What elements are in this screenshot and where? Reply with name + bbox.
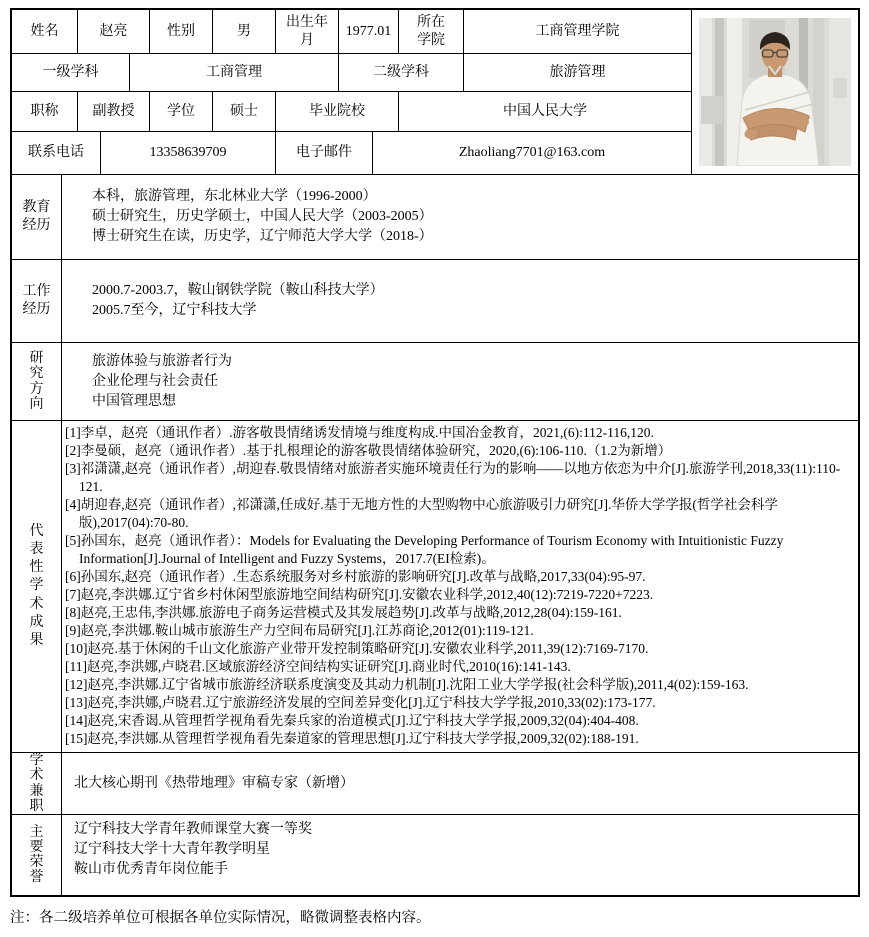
list-item: 北大核心期刊《热带地理》审稿专家（新增） [74,775,354,791]
email-label: 电子邮件 [276,132,373,174]
section-work [12,260,858,343]
list-item: [9]赵亮,李洪娜.鞍山城市旅游生产力空间布局研究[J].江苏商论,2012(01):119-121. [65,623,534,638]
birth-label [276,10,339,53]
list-item: [2]李曼硕，赵亮（通讯作者）.基于扎根理论的游客敬畏情绪体验研究，2020,(6):106-110.（1.2为新增） [65,443,672,458]
discipline2-label: 二级学科 [339,54,464,91]
school-label: 毕业院校 [276,92,399,131]
school-value: 中国人民大学 [503,103,587,119]
list-item: 企业伦理与社会责任 [92,373,218,389]
section-research [12,343,858,421]
title-value: 副教授 [78,92,150,131]
list-item: [1]李卓，赵亮（通讯作者）.游客敬畏情绪诱发情境与维度构成.中国冶金教育，2021,(6):112-116,120. [65,425,654,440]
list-item: 硕士研究生，历史学硕士，中国人民大学（2003-2005） [92,209,433,224]
academic-service-content [62,753,858,814]
list-item: 中国管理思想 [92,393,176,409]
list-item: [4]胡迎春,赵亮（通讯作者）,祁潇潇,任成好.基于无地方性的大型购物中心旅游吸引力研究[J].华侨大学学报(哲学社会科学版),2017(04):70-80. [65,497,778,530]
list-item: 本科，旅游管理，东北林业大学（1996-2000） [92,189,377,204]
publications-label-text: 代表性学术成果 [29,523,44,648]
list-item: [6]孙国东,赵亮（通讯作者）.生态系统服务对乡村旅游的影响研究[J].改革与战略,2017,33(04):95-97. [65,569,646,584]
footer-note: 注：各二级培养单位可根据各单位实际情况，略微调整表格内容。 [10,910,431,926]
birth-value: 1977.01 [339,10,399,53]
publications-label [12,421,62,752]
degree-label: 学位 [150,92,213,131]
section-honors [12,815,858,895]
name-value: 赵亮 [78,10,150,53]
honors-label [12,815,62,895]
honors-content [62,815,858,895]
list-item: 2005.7至今，辽宁科技大学 [92,303,257,318]
degree-value: 硕士 [213,92,276,131]
birth-label-text: 出生年月 [286,15,328,48]
honors-label-text: 主要荣誉 [29,824,44,886]
academic-service-label-text: 学术兼职 [29,753,44,814]
list-item: [5]孙国东，赵亮（通讯作者）：Models for Evaluating the Developing Performance of Tourism Economy with Intuitionistic Fuzzy Information[J].Journal of Intelligent and Fuzzy Systems，2017.7(EI检索)。 [65,533,784,566]
list-item: [7]赵亮,李洪娜.辽宁省乡村休闲型旅游地空间结构研究[J].安徽农业科学,2012,40(12):7219-7220+7223. [65,587,654,602]
research-label [12,343,62,420]
list-item: [8]赵亮,王忠伟,李洪娜.旅游电子商务运营模式及其发展趋势[J].改革与战略,2012,28(04):159-161. [65,605,622,620]
list-item: [12]赵亮,李洪娜.辽宁省城市旅游经济联系度演变及其动力机制[J].沈阳工业大学学报(社会科学版),2011,4(02):159-163. [65,677,749,692]
list-item: [15]赵亮,李洪娜.从管理哲学视角看先秦道家的管理思想[J].辽宁科技大学学报,2009,32(02):188-191. [65,731,639,746]
college-value: 工商管理学院 [535,23,620,39]
section-education [12,175,858,260]
photo-cell [691,10,858,174]
discipline1-label: 一级学科 [12,54,130,91]
list-item: [10]赵亮.基于休闲的千山文化旅游产业带开发控制策略研究[J].安徽农业科学,2011,39(12):7169-7170. [65,641,649,656]
section-academic-service [12,753,858,815]
discipline1-value: 工商管理 [130,54,339,91]
college-label [399,10,464,53]
list-item: 2000.7-2003.7，鞍山钢铁学院（鞍山科技大学） [92,283,384,298]
row-phone-email [12,132,691,174]
work-label-text: 工作经历 [22,283,51,317]
name-label: 姓名 [12,10,78,53]
list-item: [11]赵亮,李洪娜,卢晓君.区域旅游经济空间结构实证研究[J].商业时代,2010(16):141-143. [65,659,571,674]
section-publications [12,421,858,753]
academic-service-label [12,753,62,814]
education-label-text: 教育经历 [22,199,51,233]
research-label-text: 研究方向 [29,351,44,412]
basic-info-band [12,10,858,175]
list-item: [3]祁潇潇,赵亮（通讯作者）,胡迎春.敬畏情绪对旅游者实施环境责任行为的影响——以地方依恋为中介[J].旅游学刊,2018,33(11):110-121. [65,461,841,494]
row-disciplines [12,54,691,92]
row-name-gender-birth [12,10,691,54]
education-label [12,175,62,259]
discipline2-value: 旅游管理 [549,64,606,80]
work-label [12,260,62,342]
list-item: 辽宁科技大学青年教师课堂大赛一等奖 [74,822,312,837]
work-content [62,260,858,342]
research-content [62,343,858,420]
title-label: 职称 [12,92,78,131]
gender-label: 性别 [150,10,213,53]
list-item: [13]赵亮,李洪娜,卢晓君.辽宁旅游经济发展的空间差异变化[J].辽宁科技大学学报,2010,33(02):173-177. [65,695,656,710]
phone-value: 13358639709 [101,132,276,174]
education-content [62,175,858,259]
phone-label: 联系电话 [12,132,101,174]
email-value: Zhaoliang7701@163.com [458,145,606,161]
profile-table [10,8,860,897]
publications-list [62,421,858,752]
row-title-degree-school [12,92,691,132]
basic-info-rows [12,10,691,174]
list-item: 辽宁科技大学十大青年教学明星 [74,842,270,857]
list-item: 鞍山市优秀青年岗位能手 [74,862,228,877]
list-item: 旅游体验与旅游者行为 [92,353,232,369]
college-label-text: 所在学院 [417,15,445,48]
list-item: 博士研究生在读，历史学，辽宁师范大学大学（2018-） [92,229,433,244]
list-item: [14]赵亮,宋香谒.从管理哲学视角看先秦兵家的治道模式[J].辽宁科技大学学报,2009,32(04):404-408. [65,713,639,728]
portrait-photo [699,18,851,166]
gender-value: 男 [213,10,276,53]
